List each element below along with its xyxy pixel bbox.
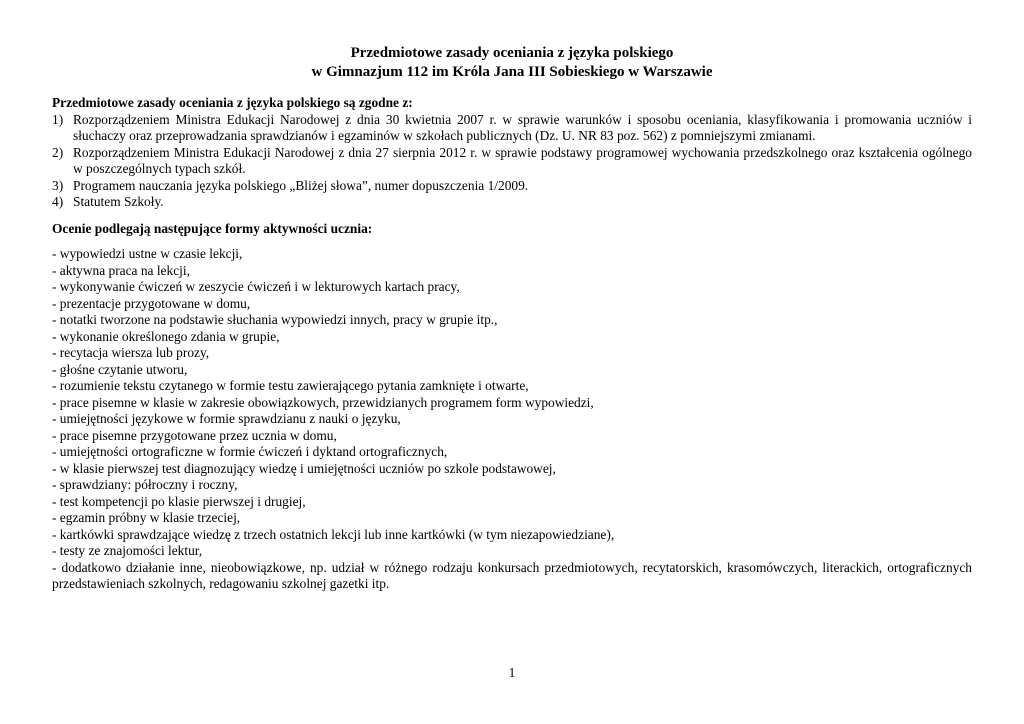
list-number: 2): [52, 144, 64, 160]
list-text: Rozporządzeniem Ministra Edukacji Narodowej z dnia 27 sierpnia 2012 r. w sprawie podstawy programowej wychowania przedszkolnego oraz kształcenia ogólnego w poszczególnych typach szkół.: [73, 144, 972, 176]
list-item: - prace pisemne w klasie w zakresie obowiązkowych, przewidzianych programem form wypowiedzi,: [52, 394, 594, 410]
list-item: - umiejętności językowe w formie sprawdzianu z nauki o języku,: [52, 411, 401, 426]
list-item: - recytacja wiersza lub prozy,: [52, 345, 210, 360]
list-item: - rozumienie tekstu czytanego w formie testu zawierającego pytania zamknięte i otwarte,: [52, 378, 529, 393]
document-title: [52, 44, 972, 82]
list-item: - egzamin próbny w klasie trzeciej,: [52, 510, 241, 525]
list-text: Statutem Szkoły.: [73, 194, 164, 209]
list-item: - test kompetencji po klasie pierwszej i drugiej,: [52, 493, 306, 509]
list-item: - prezentacje przygotowane w domu,: [52, 295, 251, 311]
list-text: Programem nauczania języka polskiego „Bliżej słowa”, numer dopuszczenia 1/2009.: [73, 177, 529, 193]
list-item: - prace pisemne przygotowane przez ucznia w domu,: [52, 427, 337, 443]
page-number: 1: [508, 665, 516, 680]
list-item: - wykonywanie ćwiczeń w zeszycie ćwiczeń i w lekturowych kartach pracy,: [52, 279, 460, 294]
list-item: [52, 112, 972, 145]
list-item: - wykonanie określonego zdania w grupie,: [52, 328, 280, 344]
list-item: - kartkówki sprawdzające wiedzę z trzech ostatnich lekcji lub inne kartkówki (w tym niezapowiedziane),: [52, 526, 615, 542]
list-number: 3): [52, 177, 64, 193]
list-number: 1): [52, 111, 64, 127]
list-item: - umiejętności ortograficzne w formie ćwiczeń i dyktand ortograficznych,: [52, 444, 448, 459]
list-text: Rozporządzeniem Ministra Edukacji Narodowej z dnia 30 kwietnia 2007 r. w sprawie warunków i sposobu oceniania, klasyfikowania i promowania uczniów i słuchaczy oraz przeprowadzania sprawdzianów i egzaminów w szkołach publicznych (Dz. U. NR 83 poz. 562) z pomniejszymi zmianami.: [73, 111, 972, 143]
title-line-1: Przedmiotowe zasady oceniania z języka polskiego: [350, 45, 674, 61]
intro-heading: Przedmiotowe zasady oceniania z języka polskiego są zgodne z:: [52, 95, 413, 110]
activities-heading: Ocenie podlegają następujące formy aktywności ucznia:: [52, 220, 373, 236]
list-item: - aktywna praca na lekcji,: [52, 262, 190, 278]
list-item: [52, 145, 972, 178]
list-number: 4): [52, 194, 64, 209]
list-item: - testy ze znajomości lektur,: [52, 543, 203, 558]
references-list: [52, 112, 972, 211]
activities-list: [52, 246, 972, 593]
list-item: - wypowiedzi ustne w czasie lekcji,: [52, 246, 243, 261]
list-item: - głośne czytanie utworu,: [52, 361, 188, 377]
list-item: [52, 178, 972, 195]
list-item: - sprawdziany: półroczny i roczny,: [52, 477, 238, 492]
list-item: [52, 194, 972, 211]
list-item: - w klasie pierwszej test diagnozujący wiedzę i umiejętności uczniów po szkole podstawowej,: [52, 460, 556, 476]
list-item: - dodatkowo działanie inne, nieobowiązkowe, np. udział w różnego rodzaju konkursach przedmiotowych, recytatorskich, krasomówczych, literackich, ortograficznych przedstawieniach szkolnych, redagowaniu szkolnej gazetki itp.: [52, 559, 972, 591]
title-line-2: w Gimnazjum 112 im Króla Jana III Sobieskiego w Warszawie: [311, 64, 713, 80]
list-item: - notatki tworzone na podstawie słuchania wypowiedzi innych, pracy w grupie itp.,: [52, 312, 498, 327]
